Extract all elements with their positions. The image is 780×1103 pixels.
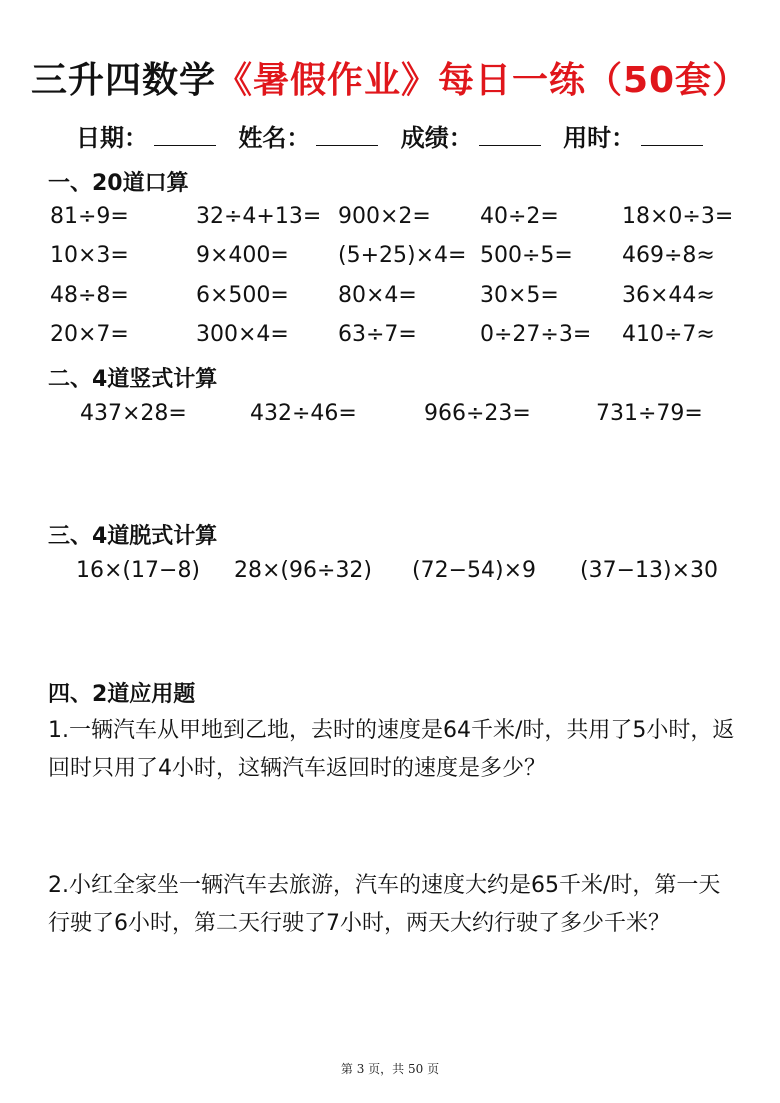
name-label: 姓名： <box>238 124 311 152</box>
date-field <box>76 118 216 153</box>
page-footer: 第 3 页，共 50 页 <box>340 1062 440 1076</box>
mental-math-item: 6×500= <box>196 283 289 308</box>
date-label: 日期： <box>76 124 148 152</box>
section1-heading: 一、20道口算 <box>48 171 189 196</box>
name-field <box>238 118 378 153</box>
mental-math-item: (5+25)×4= <box>338 243 467 268</box>
time-used-label: 用时： <box>563 124 636 152</box>
title-red-part: 《暑假作业》每日一练（50套） <box>215 60 750 101</box>
step-calc-3: (72−54)×9 <box>412 558 537 583</box>
mental-math-item: 81÷9= <box>50 204 129 229</box>
mental-math-item: 10×3= <box>50 243 129 268</box>
date-blank[interactable] <box>154 123 216 146</box>
mental-math-item: 63÷7= <box>338 322 417 347</box>
step-calc-1: 16×(17−8) <box>76 558 201 583</box>
score-label: 成绩： <box>400 124 473 152</box>
section2-heading: 二、4道竖式计算 <box>48 367 218 392</box>
section3-heading: 三、4道脱式计算 <box>48 524 218 549</box>
mental-math-item: 469÷8≈ <box>622 243 715 268</box>
student-info-line <box>76 118 717 153</box>
mental-math-item: 500÷5= <box>480 243 573 268</box>
time-used-blank[interactable] <box>641 123 703 146</box>
name-blank[interactable] <box>316 123 378 146</box>
title-black-part: 三升四数学 <box>30 60 216 101</box>
mental-math-item: 30×5= <box>480 283 559 308</box>
word-problem-2: 2.小红全家坐一辆汽车去旅游，汽车的速度大约是65千米/时，第一天行驶了6小时，第二天行驶了7小时，两天大约行驶了多少千米？ <box>48 873 721 936</box>
section4-heading: 四、2道应用题 <box>48 682 196 707</box>
mental-math-item: 18×0÷3= <box>622 204 734 229</box>
mental-math-item: 900×2= <box>338 204 431 229</box>
step-calc-4: (37−13)×30 <box>580 558 719 583</box>
mental-math-item: 300×4= <box>196 322 289 347</box>
mental-math-item: 48÷8= <box>50 283 129 308</box>
mental-math-item: 20×7= <box>50 322 129 347</box>
vertical-calc-1: 437×28= <box>80 401 187 426</box>
mental-math-item: 410÷7≈ <box>622 322 715 347</box>
score-field <box>401 118 541 153</box>
vertical-calc-2: 432÷46= <box>250 401 357 426</box>
word-problem-1: 1.一辆汽车从甲地到乙地，去时的速度是64千米/时，共用了5小时，返回时只用了4小时，这辆汽车返回时的速度是多少？ <box>48 718 735 781</box>
mental-math-item: 80×4= <box>338 283 417 308</box>
score-blank[interactable] <box>479 123 541 146</box>
mental-math-item: 40÷2= <box>480 204 559 229</box>
mental-math-item: 9×400= <box>196 243 289 268</box>
mental-math-item: 32÷4+13= <box>196 204 322 229</box>
mental-math-item: 0÷27÷3= <box>480 322 592 347</box>
vertical-calc-4: 731÷79= <box>596 401 703 426</box>
time-used-field <box>563 118 703 153</box>
mental-math-item: 36×44≈ <box>622 283 715 308</box>
vertical-calc-3: 966÷23= <box>424 401 531 426</box>
page-title <box>0 52 780 103</box>
step-calc-2: 28×(96÷32) <box>234 558 373 583</box>
